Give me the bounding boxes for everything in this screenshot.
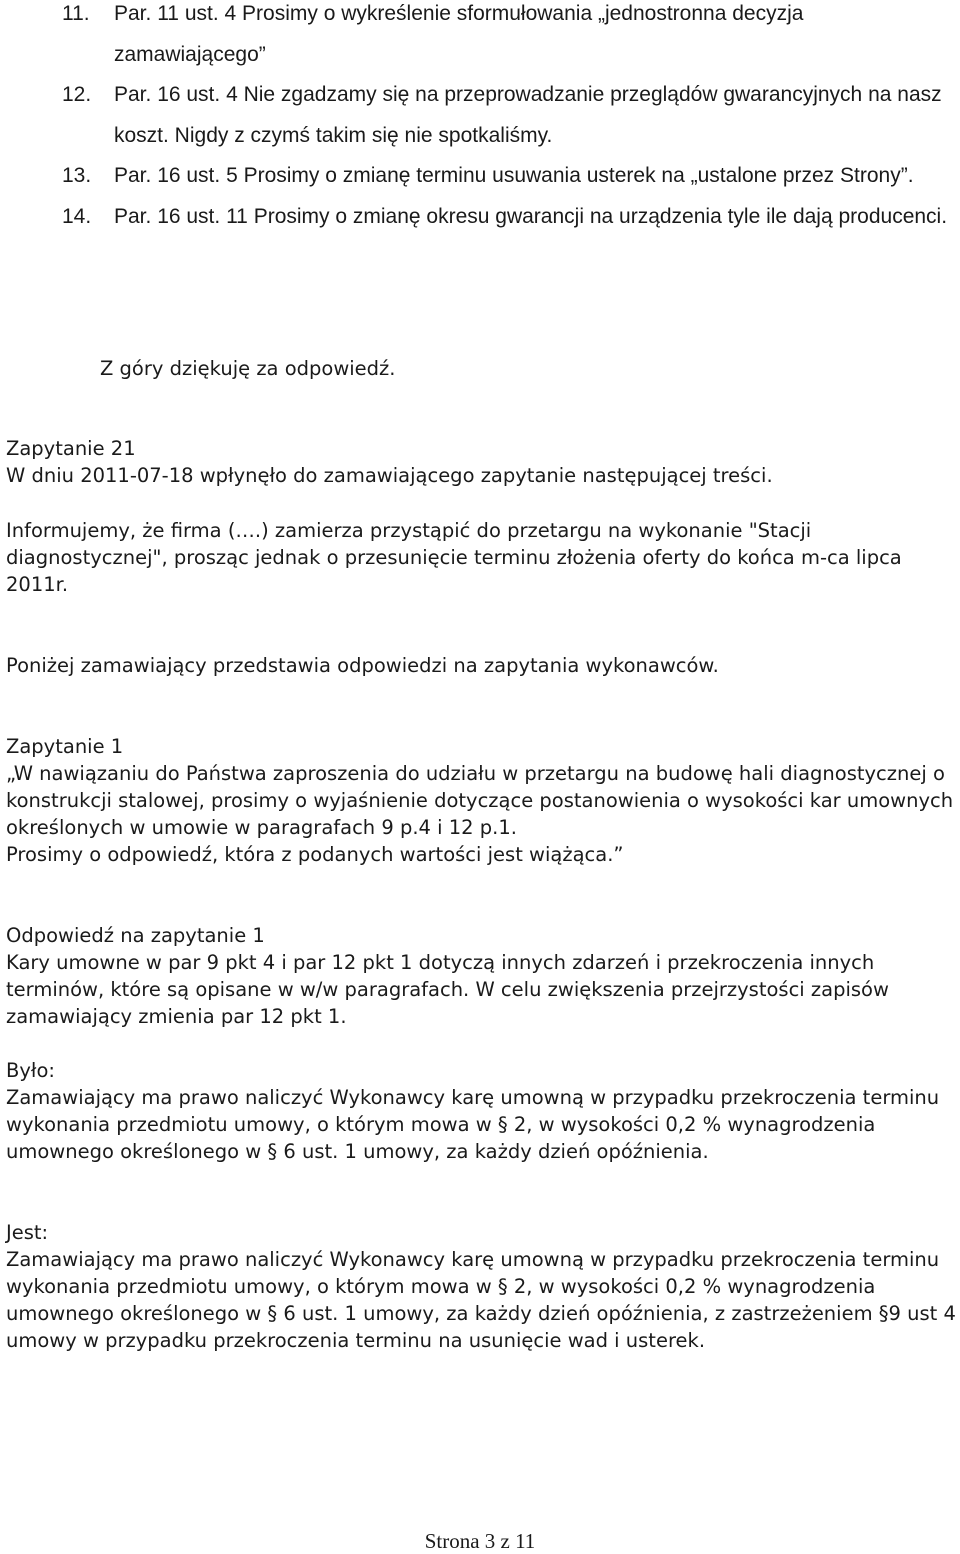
question-21-intro: W dniu 2011-07-18 wpłynęło do zamawiającego zapytanie następującej treści. xyxy=(6,464,773,487)
list-item-text: Par. 11 ust. 4 Prosimy o wykreślenie sformułowania „jednostronna decyzja zamawiającego” xyxy=(114,2,804,66)
before-block xyxy=(6,1057,956,1165)
question-1-title: Zapytanie 1 xyxy=(6,735,124,758)
answer-1-block xyxy=(6,922,956,1030)
before-text: Zamawiający ma prawo naliczyć Wykonawcy karę umowną w przypadku przekroczenia terminu wykonania przedmiotu umowy, o którym mowa w § 2, w wysokości 0,2 % wynagrodzenia umownego określonego w § 6 ust. 1 umowy, za każdy dzień opóźnienia. xyxy=(6,1086,940,1163)
list-item-number: 13. xyxy=(62,164,92,187)
list-item xyxy=(62,75,952,156)
after-text: Zamawiający ma prawo naliczyć Wykonawcy karę umowną w przypadku przekroczenia terminu wykonania przedmiotu umowy, o którym mowa w § 2, w wysokości 0,2 % wynagrodzenia umownego określonego w § 6 ust. 1 umowy, za każdy dzień opóźnienia, z zastrzeżeniem §9 ust 4 umowy w przypadku przekroczenia terminu na usunięcie wad i usterek. xyxy=(6,1248,956,1352)
list-item xyxy=(62,0,952,75)
page-number: Strona 3 z 11 xyxy=(424,1529,536,1553)
list-item-text: Par. 16 ust. 5 Prosimy o zmianę terminu usuwania usterek na „ustalone przez Strony”. xyxy=(114,164,914,187)
list-item-text: Par. 16 ust. 4 Nie zgadzamy się na przeprowadzanie przeglądów gwarancyjnych na nasz koszt. Nigdy z czymś takim się nie spotkaliśmy. xyxy=(114,83,942,147)
before-title: Było: xyxy=(6,1059,55,1082)
question-1-text: „W nawiązaniu do Państwa zaproszenia do udziału w przetargu na budowę hali diagnostycznej o konstrukcji stalowej, prosimy o wyjaśnienie dotyczące postanowienia o wysokości kar umownych określonych w umowie w paragrafach 9 p.4 i 12 p.1. xyxy=(6,762,954,839)
answer-1-text: Kary umowne w par 9 pkt 4 i par 12 pkt 1 dotyczą innych zdarzeń i przekroczenia innych terminów, które są opisane w w/w paragrafach. W celu zwiększenia przejrzystości zapisów zamawiający zmienia par 12 pkt 1. xyxy=(6,951,889,1028)
answers-intro: Poniżej zamawiający przedstawia odpowiedzi na zapytania wykonawców. xyxy=(6,654,719,677)
list-item xyxy=(62,156,952,197)
question-1-text-end: Prosimy o odpowiedź, która z podanych wartości jest wiążąca.” xyxy=(6,843,624,866)
list-item-number: 12. xyxy=(62,83,92,106)
list-item xyxy=(62,197,952,238)
question-21-block xyxy=(6,435,956,489)
question-1-block xyxy=(6,733,956,868)
thanks-text: Z góry dziękuję za odpowiedź. xyxy=(100,357,396,380)
after-block xyxy=(6,1219,956,1354)
answer-1-title: Odpowiedź na zapytanie 1 xyxy=(6,924,265,947)
list-item-number: 11. xyxy=(62,2,90,25)
question-21-body: Informujemy, że firma (….) zamierza przystąpić do przetargu na wykonanie "Stacji diagnostycznej", prosząc jednak o przesunięcie terminu złożenia oferty do końca m-ca lipca 2011r. xyxy=(6,519,902,596)
thanks-paragraph xyxy=(100,355,900,382)
answers-intro-block xyxy=(6,652,956,679)
question-21-title: Zapytanie 21 xyxy=(6,437,136,460)
list-item-number: 14. xyxy=(62,204,92,228)
after-title: Jest: xyxy=(6,1221,49,1244)
numbered-list xyxy=(62,0,952,237)
list-item-text: Par. 16 ust. 11 Prosimy o zmianę okresu gwarancji na urządzenia tyle ile dają producenci. xyxy=(114,204,948,228)
question-21-body-block xyxy=(6,517,956,598)
